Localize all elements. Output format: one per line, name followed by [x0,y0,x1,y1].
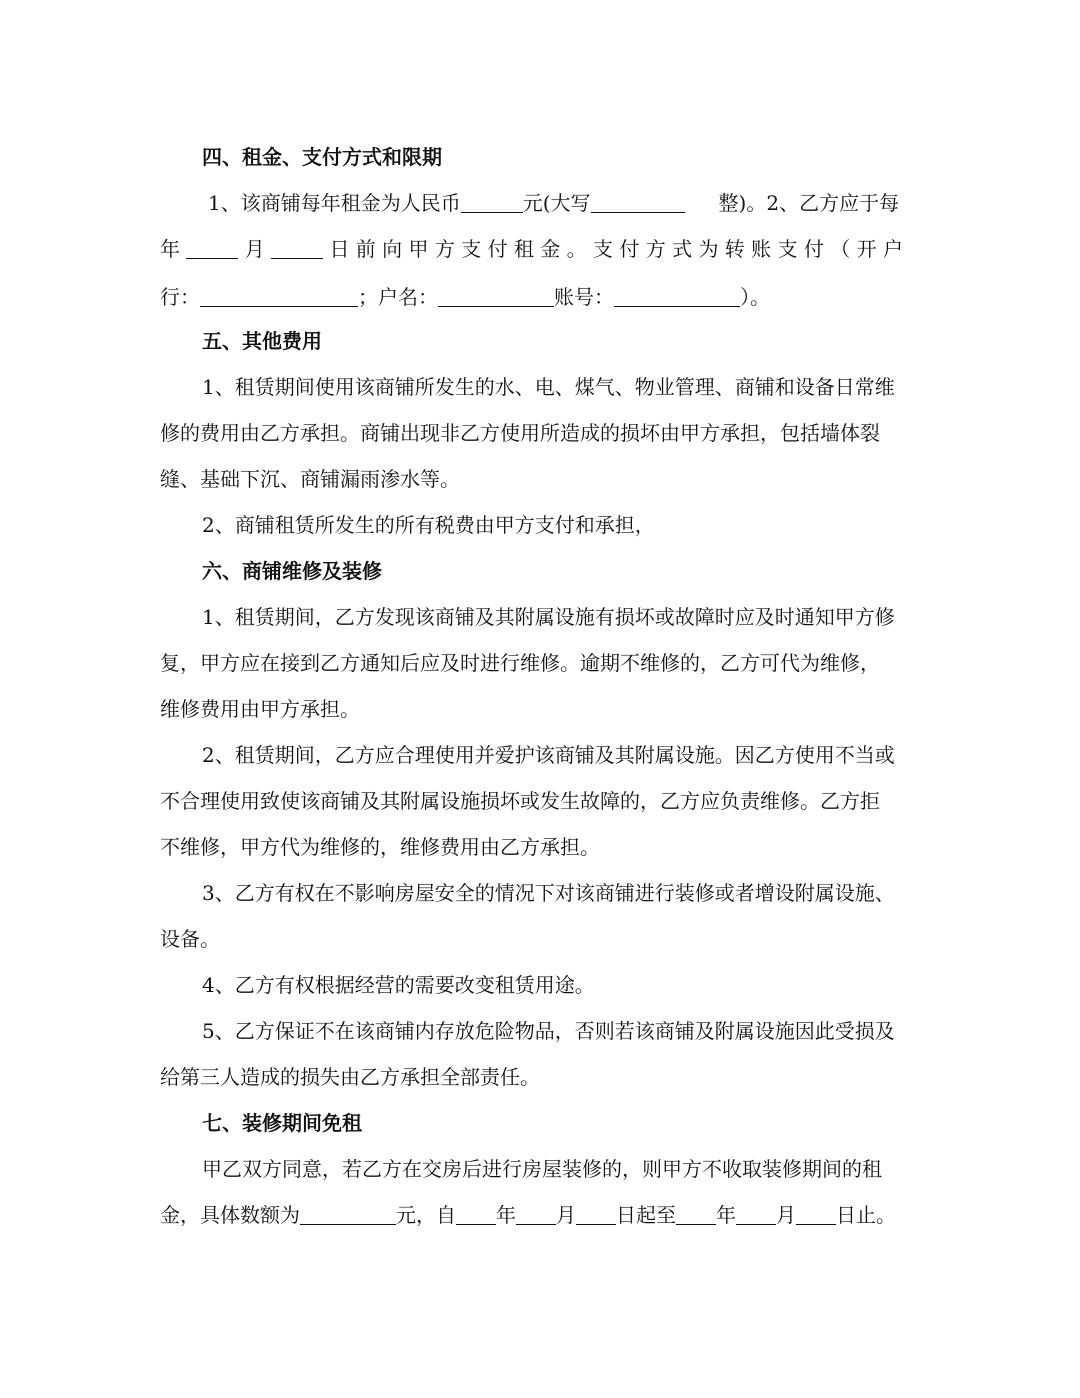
s4-text: 1、该商铺每年租金为人民币 [208,191,461,215]
s4-text: 日 前 向 甲 方 支 付 租 金 。 支 付 方 式 为 转 账 支 付 （ 开 户 [329,237,903,261]
rent-amount-words-blank [591,192,685,213]
s7-text: 日止。 [836,1203,896,1227]
s4-text: 整)。2、乙方应于每 [718,191,900,215]
s4-para1-line1 [208,189,988,217]
end-day-blank [796,1204,836,1225]
s4-text: 年 [160,237,180,261]
end-year-blank [676,1204,716,1225]
s4-text: ；户名： [358,285,438,309]
s7-para1-line2 [160,1201,940,1229]
s4-text: 月 [244,237,265,261]
s6-para2-line2: 不合理使用致使该商铺及其附属设施损坏或发生故障的，乙方应负责维修。乙方拒 [160,789,880,813]
payment-day-blank [271,238,323,259]
s5-para1-line3: 缝、基础下沉、商铺漏雨渗水等。 [160,467,460,491]
s6-para2-line1: 2、租赁期间，乙方应合理使用并爱护该商铺及其附属设施。因乙方使用不当或 [202,743,895,767]
s7-text: 月 [776,1203,796,1227]
s6-para5-line2: 给第三人造成的损失由乙方承担全部责任。 [160,1065,540,1089]
free-rent-amount-blank [300,1204,396,1225]
section-4-heading: 四、租金、支付方式和限期 [202,145,442,169]
rent-amount-blank [461,192,523,213]
bank-blank [200,286,358,307]
section-5-heading: 五、其他费用 [202,329,322,353]
s6-para3-line1: 3、乙方有权在不影响房屋安全的情况下对该商铺进行装修或者增设附属设施、 [202,881,895,905]
account-name-blank [438,286,554,307]
start-year-blank [456,1204,496,1225]
s4-para1-line3 [160,283,940,311]
section-6-heading: 六、商铺维修及装修 [202,559,382,583]
s4-para1-line2 [160,235,940,263]
s7-text: 日起至 [616,1203,676,1227]
s7-text: 金，具体数额为 [160,1203,300,1227]
s5-para1-line1: 1、租赁期间使用该商铺所发生的水、电、煤气、物业管理、商铺和设备日常维 [202,375,895,399]
s7-text: 月 [556,1203,576,1227]
payment-month-blank [186,238,238,259]
s6-para1-line2: 复，甲方应在接到乙方通知后应及时进行维修。逾期不维修的，乙方可代为维修， [160,651,880,675]
s4-text: ）。 [740,285,770,309]
s5-para2: 2、商铺租赁所发生的所有税费由甲方支付和承担， [202,513,655,537]
s6-para2-line3: 不维修，甲方代为维修的，维修费用由乙方承担。 [160,835,600,859]
s6-para1-line3: 维修费用由甲方承担。 [160,697,360,721]
account-number-blank [614,286,740,307]
s7-para1-line1: 甲乙双方同意，若乙方在交房后进行房屋装修的，则甲方不收取装修期间的租 [202,1157,882,1181]
end-month-blank [736,1204,776,1225]
s6-para4: 4、乙方有权根据经营的需要改变租赁用途。 [202,973,595,997]
start-month-blank [516,1204,556,1225]
s5-para1-line2: 修的费用由乙方承担。商铺出现非乙方使用所造成的损坏由甲方承担，包括墙体裂 [160,421,880,445]
s4-text: 账号： [554,285,614,309]
s7-text: 元，自 [396,1203,456,1227]
s7-text: 年 [496,1203,516,1227]
s6-para1-line1: 1、租赁期间，乙方发现该商铺及其附属设施有损坏或故障时应及时通知甲方修 [202,605,895,629]
s4-text: 行： [160,285,200,309]
s4-text: 元(大写 [522,191,591,215]
start-day-blank [576,1204,616,1225]
section-7-heading: 七、装修期间免租 [202,1111,362,1135]
s6-para5-line1: 5、乙方保证不在该商铺内存放危险物品，否则若该商铺及附属设施因此受损及 [202,1019,895,1043]
s7-text: 年 [716,1203,736,1227]
s6-para3-line2: 设备。 [160,927,220,951]
